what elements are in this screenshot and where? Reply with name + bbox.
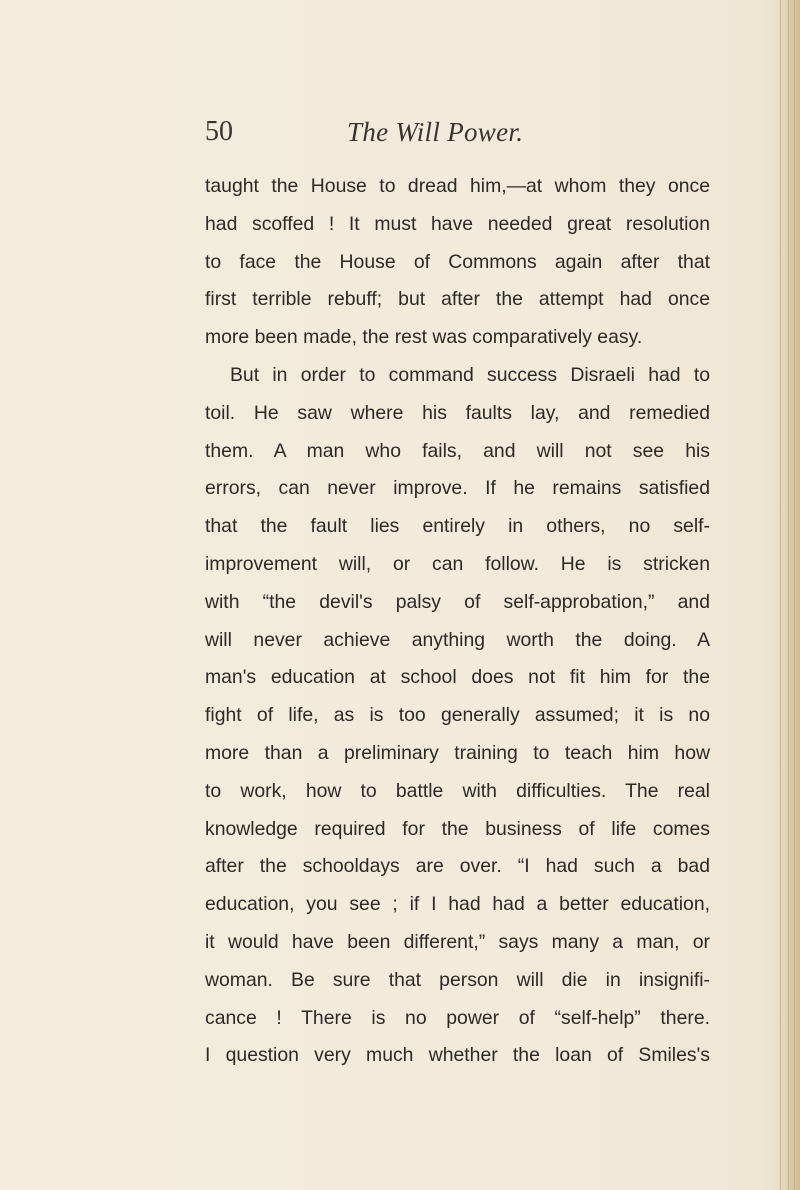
text-line: woman. Be sure that person will die in insignifi- bbox=[205, 968, 710, 991]
text-line: toil. He saw where his faults lay, and remedied bbox=[205, 401, 710, 424]
text-line: it would have been different,” says many a man, or bbox=[205, 930, 710, 953]
text-line: But in order to command success Disraeli had to bbox=[230, 363, 710, 386]
page-edge-line bbox=[780, 0, 781, 1190]
text-line: that the fault lies entirely in others, no self- bbox=[205, 515, 710, 538]
text-line: cance ! There is no power of “self-help” there. bbox=[205, 1006, 710, 1029]
text-line: after the schooldays are over. “I had such a bad bbox=[205, 855, 710, 878]
text-line: to work, how to battle with difficulties. The real bbox=[205, 779, 710, 802]
text-line: I question very much whether the loan of Smiles's bbox=[205, 1044, 710, 1067]
page-number: 50 bbox=[205, 116, 233, 147]
text-line: more than a preliminary training to teach him how bbox=[205, 741, 710, 764]
page-header bbox=[205, 112, 625, 152]
text-line: with “the devil's palsy of self-approbation,” and bbox=[205, 590, 710, 613]
text-line: first terrible rebuff; but after the attempt had once bbox=[205, 288, 710, 311]
body-text bbox=[205, 168, 710, 1075]
text-line: taught the House to dread him,—at whom they once bbox=[205, 175, 710, 197]
running-title: The Will Power. bbox=[347, 117, 524, 147]
text-line: them. A man who fails, and will not see his bbox=[205, 439, 710, 462]
text-line: education, you see ; if I had had a better education, bbox=[205, 893, 710, 916]
page-edge-line bbox=[788, 0, 789, 1190]
text-line: had scoffed ! It must have needed great resolution bbox=[205, 212, 710, 235]
text-line: man's education at school does not fit him for the bbox=[205, 666, 710, 689]
text-line: will never achieve anything worth the doing. A bbox=[205, 628, 710, 651]
text-line: improvement will, or can follow. He is stricken bbox=[205, 552, 710, 575]
text-line: more been made, the rest was comparatively easy. bbox=[205, 326, 643, 349]
text-line: to face the House of Commons again after that bbox=[205, 250, 710, 273]
text-line: errors, can never improve. If he remains satisfied bbox=[205, 477, 710, 500]
text-line: knowledge required for the business of life comes bbox=[205, 817, 710, 840]
text-line: fight of life, as is too generally assumed; it is no bbox=[205, 704, 710, 727]
page-edge bbox=[774, 0, 800, 1190]
page-edge-line bbox=[794, 0, 795, 1190]
